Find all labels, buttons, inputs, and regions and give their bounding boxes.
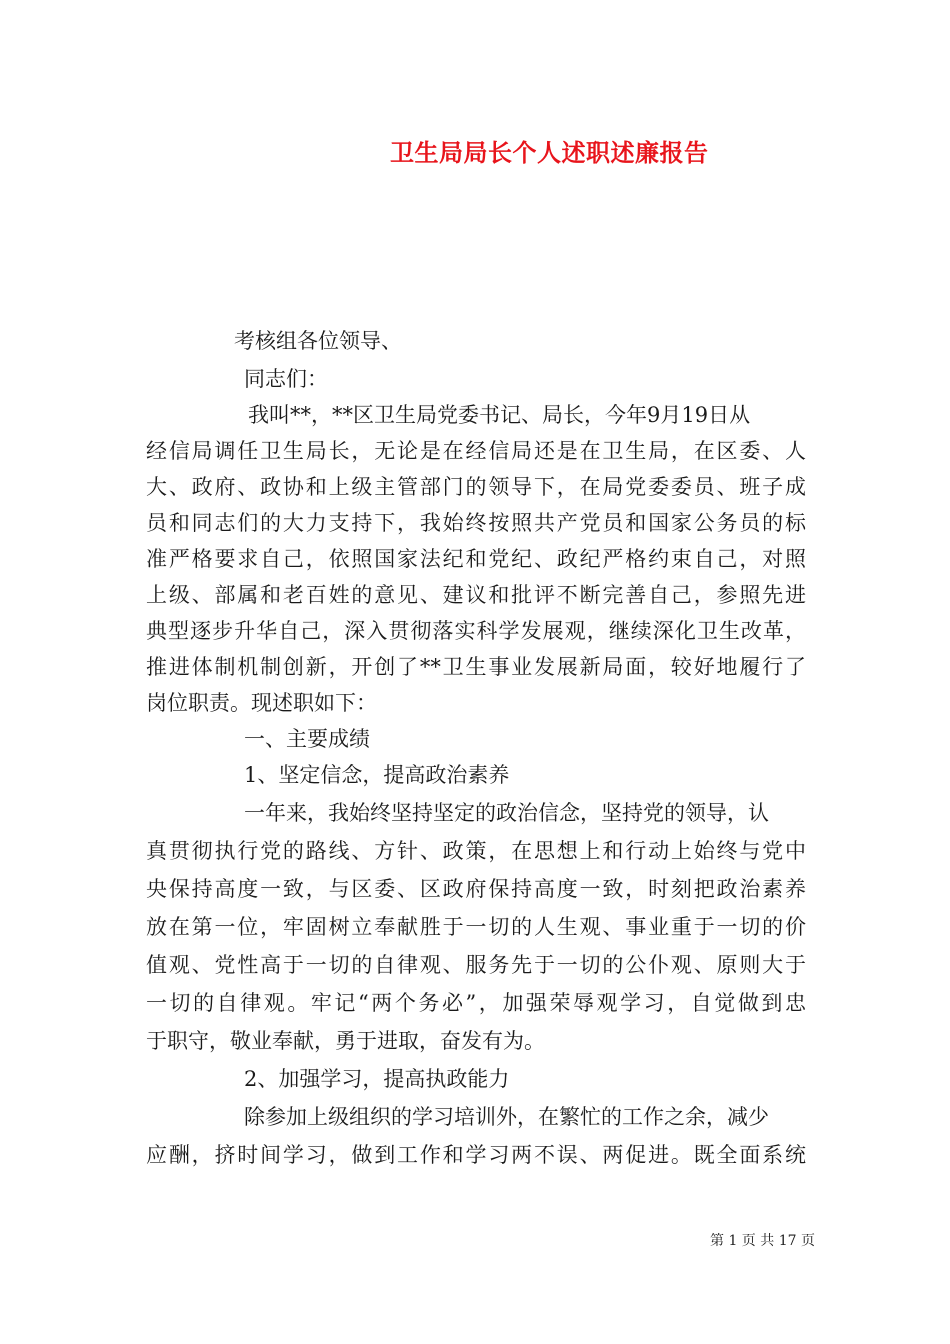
subsection-heading: 2、加强学习，提高执政能力 <box>244 1067 510 1091</box>
salutation-line-1: 考核组各位领导、 <box>234 329 402 353</box>
document-title: 卫生局局长个人述职述廉报告 <box>390 138 709 167</box>
paragraph-2-line: 央保持高度一致，与区委、区政府保持高度一致，时刻把政治素养 <box>146 877 806 901</box>
paragraph-2-line: 值观、党性高于一切的自律观、服务先于一切的公仆观、原则大于 <box>146 953 806 977</box>
paragraph-1-line: 准严格要求自己，依照国家法纪和党纪、政纪严格约束自己，对照 <box>146 547 806 571</box>
paragraph-3-line: 应酬，挤时间学习，做到工作和学习两不误、两促进。既全面系统 <box>146 1143 806 1167</box>
salutation-line-2: 同志们： <box>244 367 328 391</box>
paragraph-1-line: 典型逐步升华自己，深入贯彻落实科学发展观，继续深化卫生改革， <box>146 619 806 643</box>
paragraph-2-line: 一年来，我始终坚持坚定的政治信念，坚持党的领导，认 <box>244 801 769 825</box>
section-heading: 一、主要成绩 <box>244 727 370 751</box>
paragraph-3-line: 除参加上级组织的学习培训外，在繁忙的工作之余，减少 <box>244 1105 769 1129</box>
paragraph-1-line: 岗位职责。现述职如下： <box>146 691 377 715</box>
paragraph-1-line: 大、政府、政协和上级主管部门的领导下，在局党委委员、班子成 <box>146 475 806 499</box>
paragraph-2-line: 于职守，敬业奉献，勇于进取，奋发有为。 <box>146 1029 545 1053</box>
subsection-heading: 1、坚定信念，提高政治素养 <box>244 763 510 787</box>
paragraph-1-line: 经信局调任卫生局长，无论是在经信局还是在卫生局，在区委、人 <box>146 439 806 463</box>
paragraph-2-line: 放在第一位，牢固树立奉献胜于一切的人生观、事业重于一切的价 <box>146 915 806 939</box>
paragraph-1-line: 上级、部属和老百姓的意见、建议和批评不断完善自己，参照先进 <box>146 583 806 607</box>
paragraph-2-line: 一切的自律观。牢记“两个务必”，加强荣辱观学习，自觉做到忠 <box>146 991 806 1015</box>
paragraph-2-line: 真贯彻执行党的路线、方针、政策，在思想上和行动上始终与党中 <box>146 839 806 863</box>
paragraph-1-line: 推进体制机制创新，开创了**卫生事业发展新局面，较好地履行了 <box>146 655 806 679</box>
paragraph-1-line: 员和同志们的大力支持下，我始终按照共产党员和国家公务员的标 <box>146 511 806 535</box>
paragraph-1-line: 我叫**，**区卫生局党委书记、局长，今年9月19日从 <box>248 403 751 427</box>
page-number: 第 1 页 共 17 页 <box>710 1233 815 1249</box>
